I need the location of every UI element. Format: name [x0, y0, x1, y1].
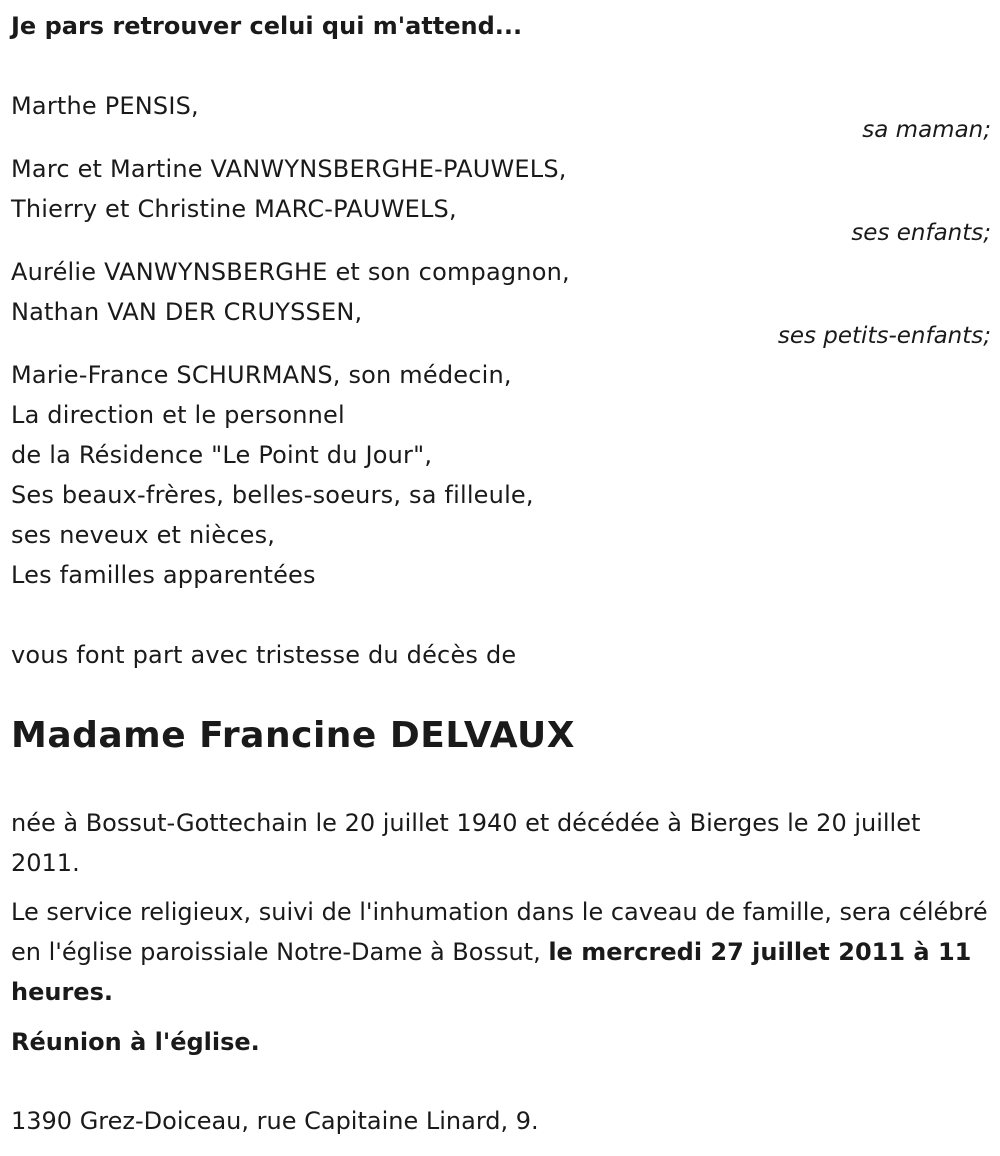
announcement-group: [11, 635, 516, 675]
birth-death-text: née à Bossut-Gottechain le 20 juillet 1940 et décédée à Bierges le 20 juillet 2011.: [11, 809, 921, 877]
address-text: 1390 Grez-Doiceau, rue Capitaine Linard, 9.: [11, 1107, 539, 1135]
others-group: [11, 355, 534, 595]
grandchild-line: Nathan VAN DER CRUYSSEN,: [11, 298, 363, 326]
mother-role: sa maman;: [862, 117, 991, 143]
grandchild-line: Aurélie VANWYNSBERGHE et son compagnon,: [11, 258, 570, 286]
other-line: ses neveux et nièces,: [11, 521, 276, 549]
child-line: Marc et Martine VANWYNSBERGHE-PAUWELS,: [11, 155, 567, 183]
service-date: le mercredi 27 juillet 2011 à 11 heures.: [11, 938, 972, 1006]
other-line: de la Résidence "Le Point du Jour",: [11, 441, 433, 469]
other-line: Marie-France SCHURMANS, son médecin,: [11, 361, 512, 389]
mother-name: Marthe PENSIS,: [11, 92, 199, 120]
other-line: Ses beaux-frères, belles-soeurs, sa filleule,: [11, 481, 534, 509]
meeting-text: Réunion à l'église.: [11, 1028, 260, 1056]
other-line: La direction et le personnel: [11, 401, 345, 429]
announcement-text: vous font part avec tristesse du décès de: [11, 641, 517, 669]
child-line: Thierry et Christine MARC-PAUWELS,: [11, 195, 457, 223]
children-group: [11, 149, 567, 229]
children-role: ses enfants;: [851, 220, 991, 246]
deceased-name: Madame Francine DELVAUX: [11, 715, 575, 756]
other-line: Les familles apparentées: [11, 561, 316, 589]
grandchildren-role: ses petits-enfants;: [777, 323, 991, 349]
epigraph: Je pars retrouver celui qui m'attend...: [11, 12, 523, 40]
grandchildren-group: [11, 252, 570, 332]
service-paragraph: [11, 892, 991, 1012]
service-text: Le service religieux, suivi de l'inhumation dans le caveau de famille, sera célébré en l'église paroissiale Notre-Dame à Bossut,: [11, 898, 988, 966]
